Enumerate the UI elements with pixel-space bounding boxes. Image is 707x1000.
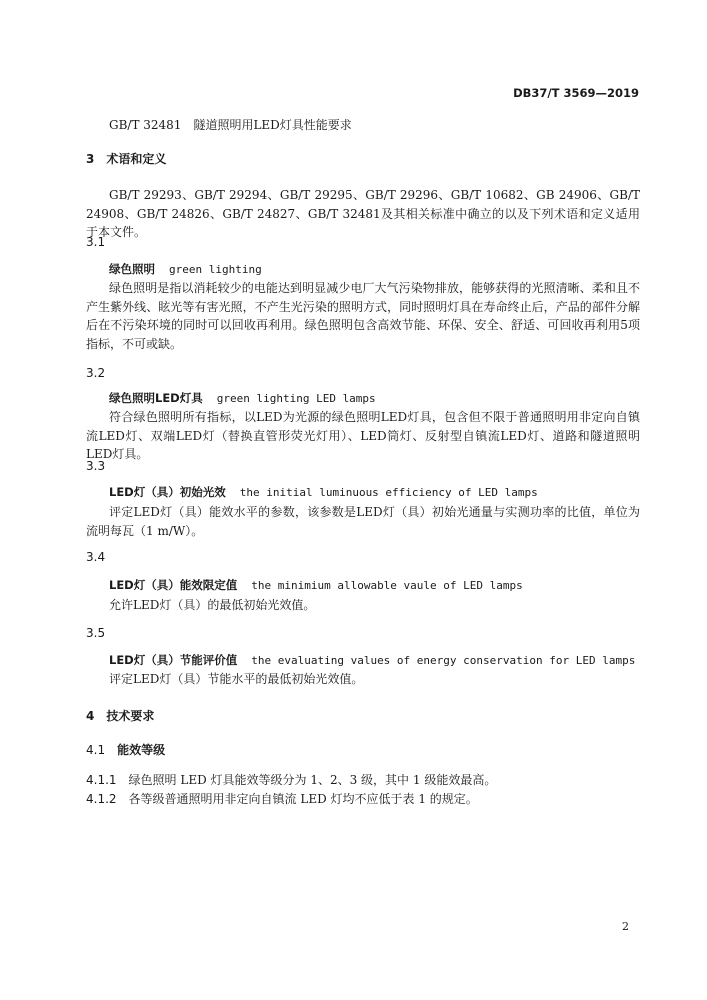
term-3-3-heading (109, 487, 538, 499)
term-3-1-number: 3.1 (86, 235, 106, 249)
clause-4-1-1 (86, 774, 496, 786)
clause-4-1-2 (86, 793, 478, 805)
section-3-heading (86, 153, 166, 165)
term-3-1-heading (109, 264, 262, 276)
term-3-5-number: 3.5 (86, 626, 106, 640)
term-3-1-cn: 绿色照明 (109, 262, 155, 276)
subsection-4-1-number: 4.1 (86, 743, 106, 757)
term-3-5-definition-text: 评定LED灯（具）节能水平的最低初始光效值。 (109, 672, 364, 686)
term-3-1-en: green lighting (169, 263, 262, 276)
section-4-heading (86, 710, 154, 722)
section-3-number: 3 (86, 152, 95, 166)
clause-4-1-2-number: 4.1.2 (86, 792, 117, 806)
section-4-number: 4 (86, 709, 95, 723)
term-3-4-definition (86, 596, 640, 615)
term-3-4-cn: LED灯（具）能效限定值 (109, 578, 238, 592)
term-3-3-definition (86, 503, 640, 540)
term-3-3-en: the initial luminuous efficiency of LED lamps (239, 486, 538, 499)
clause-4-1-1-number: 4.1.1 (86, 773, 117, 787)
term-3-2-heading (109, 393, 376, 405)
clause-4-1-2-text: 各等级普通照明用非定向自镇流 LED 灯均不应低于表 1 的规定。 (128, 792, 478, 806)
term-3-2-cn: 绿色照明LED灯具 (109, 391, 203, 405)
term-3-2-definition-text: 符合绿色照明所有指标，以LED为光源的绿色照明LED灯具，包含但不限于普通照明用非定向自镇流LED灯、双端LED灯（替换直管形荧光灯用）、LED筒灯、反射型自镇流LED灯、道路和隧道照明LED灯具。 (86, 410, 640, 461)
section-4-title: 技术要求 (106, 709, 155, 723)
term-3-3-definition-text: 评定LED灯（具）能效水平的参数，该参数是LED灯（具）初始光通量与实测功率的比值，单位为流明每瓦（1 m/W）。 (86, 505, 640, 538)
term-3-5-definition (86, 670, 640, 689)
term-3-4-number: 3.4 (86, 550, 106, 564)
term-3-5-heading (109, 655, 635, 667)
term-3-2-number: 3.2 (86, 366, 106, 380)
section-3-intro-text: GB/T 29293、GB/T 29294、GB/T 29295、GB/T 29296、GB/T 10682、GB 24906、GB/T 24908、GB/T 24826、GB/T 24827、GB/T 32481及其相关标准中确立的以及下列术语和定义适用于本文件。 (86, 188, 640, 239)
term-3-4-en: the minimium allowable vaule of LED lamps (251, 579, 523, 592)
term-3-4-heading (109, 580, 523, 592)
term-3-3-cn: LED灯（具）初始光效 (109, 485, 226, 499)
term-3-5-cn: LED灯（具）节能评价值 (109, 653, 238, 667)
subsection-4-1-title: 能效等级 (117, 743, 166, 757)
section-3-intro (86, 186, 640, 242)
term-3-2-definition (86, 408, 640, 464)
page-number: 2 (622, 920, 629, 933)
term-3-1-definition (86, 279, 640, 353)
normative-reference-item: GB/T 32481 隧道照明用LED灯具性能要求 (109, 118, 352, 132)
term-3-4-definition-text: 允许LED灯（具）的最低初始光效值。 (109, 598, 316, 612)
term-3-3-number: 3.3 (86, 459, 106, 473)
term-3-5-en: the evaluating values of energy conservation for LED lamps (251, 654, 636, 667)
section-3-title: 术语和定义 (106, 152, 167, 166)
term-3-2-en: green lighting LED lamps (216, 392, 376, 405)
term-3-1-definition-text: 绿色照明是指以消耗较少的电能达到明显减少电厂大气污染物排放，能够获得的光照清晰、柔和且不产生紫外线、眩光等有害光照，不产生光污染的照明方式，同时照明灯具在寿命终止后，产品的部件分解后在不污染环境的同时可以回收再利用。绿色照明包含高效节能、环保、安全、舒适、可回收再利用5项指标，不可或缺。 (86, 281, 640, 351)
subsection-4-1-heading (86, 744, 165, 756)
standard-code: DB37/T 3569—2019 (513, 86, 639, 100)
clause-4-1-1-text: 绿色照明 LED 灯具能效等级分为 1、2、3 级，其中 1 级能效最高。 (128, 773, 497, 787)
